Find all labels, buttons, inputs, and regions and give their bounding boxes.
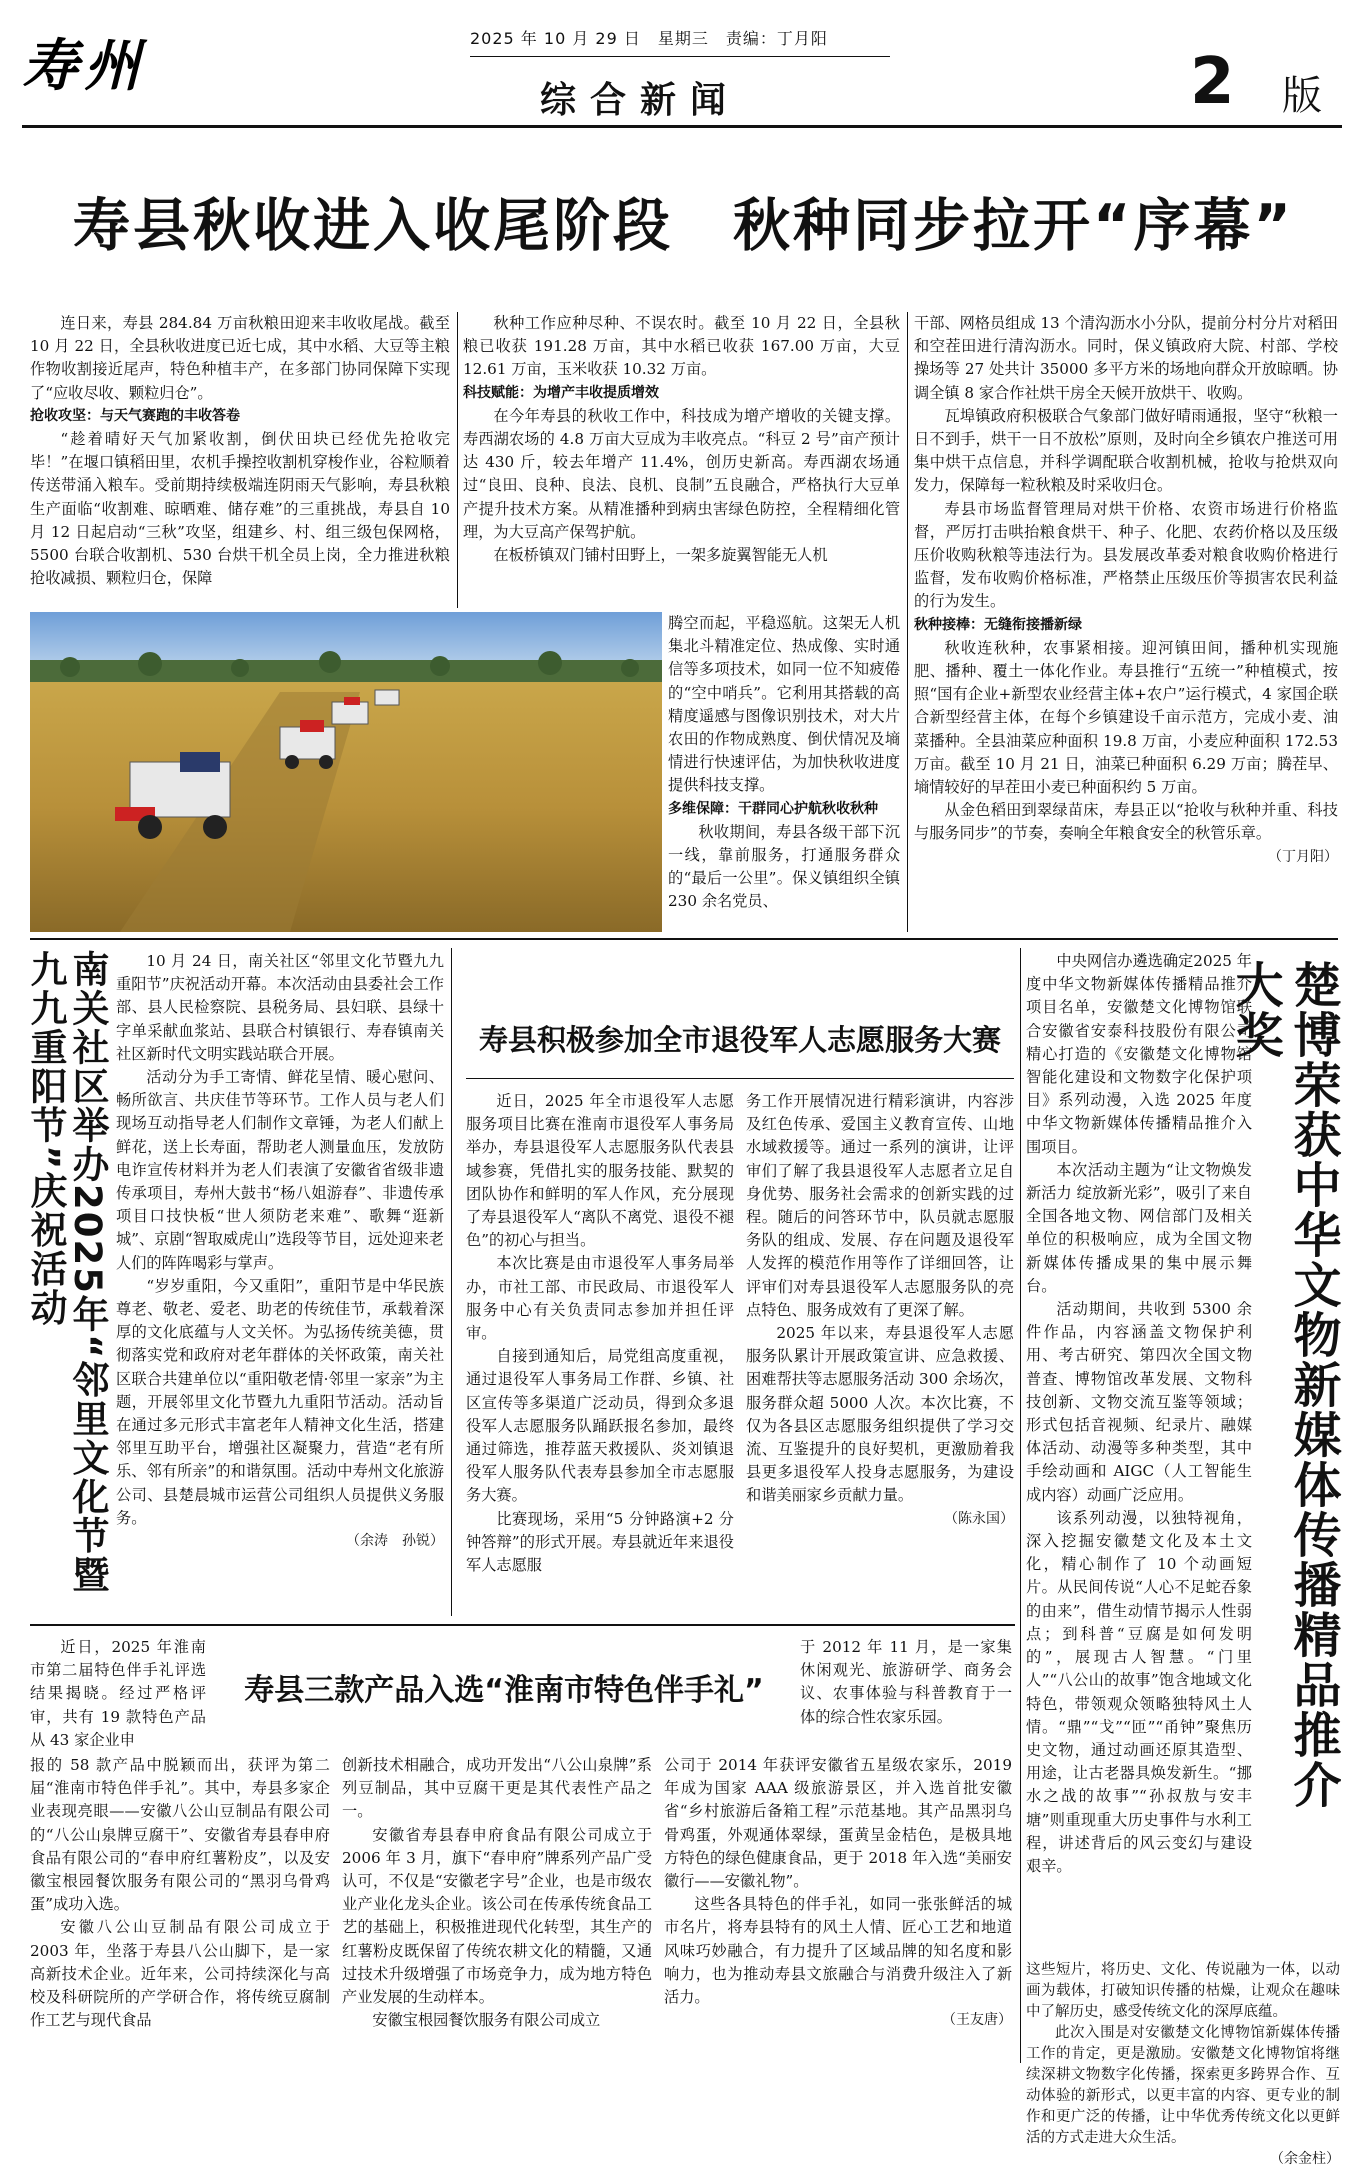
lead-c3-p2: 瓦埠镇政府积极联合气象部门做好晴雨通报，坚守“秋粮一日不到手，烘干一日不放松”原则，及时向全乡镇农户推送可用集中烘干点信息，并科学调配联合收割机械，抢收与抢烘双向发力，保障每一粒秋粮及时采收归仓。 — [914, 406, 1338, 495]
page-unit: 版 — [1282, 73, 1322, 119]
veterans-column-2 — [746, 1090, 1014, 1616]
chubo-p4: 该系列动漫，以独特视角，深入挖掘安徽楚文化及本土文化，精心制作了 10 个动画短片。从民间传说“人心不足蛇吞象的由来”，借生动情节揭示人性弱点；到科普“豆腐是如何发明的”，展现古人智慧。“门里人”“八公山的故事”饱含地域文化特色，带领观众领略独特风土人情。“鼎”“戈”“匝”“甬钟”聚焦历史文物，通过动画还原其造型、用途，让古老器具焕发新生。“挪水之战的故事”“孙叔敖与安丰塘”则重现重大历史事件与水利工程，讲述背后的风云变幻与建设艰辛。 — [1026, 1508, 1252, 1875]
lead-c2-p1: 秋种工作应种尽种、不误农时。截至 10 月 22 日，全县秋粮已收获 191.28 万亩，其中水稻已收获 167.00 万亩，大豆 12.61 万亩，玉米收获 10.32 万亩。 — [463, 314, 900, 379]
lead-c3-p5: 从金色稻田到翠绿苗床，寿县正以“抢收与秋种并重、科技与服务同步”的节奏，奏响全年粮食安全的秋管乐章。 — [914, 801, 1338, 843]
nanguan-p3: “岁岁重阳，今又重阳”，重阳节是中华民族尊老、敬老、爱老、助老的传统佳节，承载着深厚的文化底蕴与人文关怀。为弘扬传统美德，贯彻落实党和政府对老年群体的关怀政策，南关社区联合共建单位以“重阳敬老情·邻里一家亲”为主题，开展邻里文化节暨九九重阳节活动。活动旨在通过多元形式丰富老年人精神文化生活，搭建邻里互助平台，增强社区凝聚力，营造“老有所乐、邻有所亲”的和谐氛围。活动中寿州文化旅游公司、县楚晨城市运营公司组织人员提供义务服务。 — [116, 1276, 444, 1527]
lead-column-3 — [914, 312, 1338, 932]
lead-headline: 寿县秋收进入收尾阶段 秋种同步拉开“序幕” — [73, 193, 1294, 259]
section-name: 综合新闻 — [540, 80, 741, 121]
nanguan-title: 南关社区举办2025年“邻里文化节暨九九重阳节”庆祝活动 — [24, 950, 109, 1595]
products-c2-p3: 安徽宝根园餐饮服务有限公司成立 — [372, 2011, 601, 2030]
products-c3-p2: 公司于 2014 年获评安徽省五星级农家乐，2019 年成为国家 AAA 级旅游景区，并入选首批安徽省“乡村旅游后备箱工程”示范基地。其产品黑羽乌骨鸡蛋，外观通体翠绿，蛋黄呈金桔色，是极具地方特色的绿色健康食品，更于 2018 年入选“美丽安徽行——安徽礼物”。 — [664, 1756, 1012, 1891]
veterans-c1-p2: 本次比赛是由市退役军人事务局举办，市社工部、市民政局、市退役军人服务中心有关负责同志参加并担任评审。 — [466, 1254, 734, 1343]
lead-c1-p1: 连日来，寿县 284.84 万亩秋粮田迎来丰收收尾战。截至 10 月 22 日，全县秋收进度已近七成，其中水稻、大豆等主粮作物收割接近尾声，特色种植丰产，在多部门协同保障下实现了“应收尽收、颗粒归仓”。 — [30, 314, 450, 402]
products-c1-p1: 近日，2025 年淮南市第二届特色伴手礼评选结果揭晓。经过严格评审，共有 19 款特色产品从 43 家企业申 — [30, 1638, 206, 1749]
products-col3-top — [800, 1636, 1012, 1752]
products-byline: （王友唐） — [942, 2012, 1012, 2029]
veterans-byline: （陈永国） — [944, 1510, 1014, 1527]
products-title: 寿县三款产品入选“淮南市特色伴手礼” — [244, 1673, 764, 1708]
products-c1-p3: 安徽八公山豆制品有限公司成立于 2003 年，坐落于寿县八公山脚下，是一家高新技术企业。近年来，公司持续深化与高校及科研院所的产学研合作，将传统豆腐制作工艺与现代食品 — [30, 1918, 330, 2030]
lead-c3-p4: 秋收连秋种，农事紧相接。迎河镇田间，播种机实现施肥、播种、覆土一体化作业。寿县推行“五统一”种植模式，按照“国有企业+新型农业经营主体+农户”运行模式，4 家国企联合新型经营主体，在每个乡镇建设千亩示范方，完成小麦、油菜播种。全县油菜应种面积 19.8 万亩，小麦应种面积 172.53 万亩。截至 10 月 21 日，油菜已种面积 6.29 万亩；腾茬早、墒情较好的早茬田小麦已种面积约 5 万亩。 — [914, 638, 1338, 797]
nanguan-byline: （余涛 孙锐） — [346, 1533, 444, 1550]
lead-c2-p3: 在板桥镇双门铺村田野上，一架多旋翼智能无人机 — [493, 546, 828, 565]
lead-column-2b — [668, 612, 900, 932]
chubo-p1: 中央网信办遴选确定2025 年度中华文物新媒体传播精品推介项目名单，安徽楚文化博物馆联合安徽省安泰科技股份有限公司精心打造的《安徽楚文化博物馆智能化建设和文物数字化保护项目》系列动漫，入选 2025 年度中华文物新媒体传播精品推介入围项目。 — [1026, 952, 1252, 1156]
chubo-top-text — [1026, 950, 1252, 1950]
veterans-c1-p4: 比赛现场，采用“5 分钟路演+2 分钟答辩”的形式开展。寿县就近年来退役军人志愿服 — [466, 1509, 734, 1575]
chubo-p2: 本次活动主题为“让文物焕发新活力 绽放新光彩”，吸引了来自全国各地文物、网信部门及相关单位的积极响应，成为全国文物新媒体传播成果的集中展示舞台。 — [1026, 1160, 1252, 1295]
chubo-p3: 活动期间，共收到 5300 余件作品，内容涵盖文物保护利用、考古研究、第四次全国文物普查、博物馆改革发展、文物科技创新、文物交流互鉴等领域；形式包括音视频、纪录片、融媒体活动、动漫等多种类型，其中手绘动画和 AIGC（人工智能生成内容）动画广泛应用。 — [1026, 1300, 1252, 1504]
masthead-logo: 寿州 — [22, 33, 146, 99]
divider-nanguan — [451, 948, 452, 1616]
lead-col-divider-1 — [457, 312, 458, 608]
products-c1-p2: 报的 58 款产品中脱颖而出，获评为第二届“淮南市特色伴手礼”。其中，寿县多家企业表现亮眼——安徽八公山豆制品有限公司的“八公山泉牌豆腐干”、安徽省寿县春申府食品有限公司的“春申府红薯粉皮”，以及安徽宝根园餐饮服务有限公司的“黑羽乌骨鸡蛋”成功入选。 — [30, 1756, 330, 1914]
products-c3-p1: 于 2012 年 11 月，是一家集休闲观光、旅游研学、商务会议、农事体验与科普教育于一体的综合性农家乐园。 — [800, 1638, 1012, 1726]
products-column-2 — [342, 1754, 652, 2064]
veterans-c2-p1: 务工作开展情况进行精彩演讲，内容涉及红色传承、爱国主义教育宣传、山地水域救援等。通过一系列的演讲，让评审们了解了我县退役军人志愿者立足自身优势、服务社会需求的创新实践的过程。随后的问答环节中，队员就志愿服务队的组成、发展、存在问题及退役军人发挥的模范作用等作了详细回答，让评审们对寿县退役军人志愿服务队的亮点特色、服务成效有了更深了解。 — [746, 1092, 1014, 1319]
veterans-c1-p3: 自接到通知后，局党组高度重视，通过退役军人事务局工作群、乡镇、社区宣传等多渠道广泛动员，得到众多退役军人志愿服务队踊跃报名参加，最终通过筛选，推荐蓝天救援队、炎刘镇退役军人服务队代表寿县参加全市志愿服务大赛。 — [466, 1347, 734, 1505]
lead-c2b-p2: 秋收期间，寿县各级干部下沉一线，靠前服务，打通服务群众的“最后一公里”。保义镇组织全镇230 余名党员、 — [668, 822, 900, 911]
veterans-c2-p2: 2025 年以来，寿县退役军人志愿服务队累计开展政策宣讲、应急救援、困难帮扶等志愿服务活动 300 余场次，服务群众超 5000 人次。本次比赛，不仅为各县区志愿服务组织提供了学习交流、互鉴提升的良好契机，更激励着我县更多退役军人投身志愿服务，为建设和谐美丽家乡贡献力量。 — [746, 1324, 1014, 1505]
lead-c1-subhead: 抢收攻坚：与天气赛跑的丰收答卷 — [30, 407, 240, 424]
nanguan-p2: 活动分为手工寄情、鲜花呈情、暖心慰问、畅所欲言、共庆佳节等环节。工作人员与老人们现场互动指导老人们制作文章锤，为老人们献上鲜花，送上长寿面，帮助老人测量血压，发放防电诈宣传材料并为老人们表演了安徽省省级非遗传承项目，寿州大鼓书“杨八姐游春”、非遗传承项目口技快板“世人须防老来难”、歌舞“逛新城”、京剧“智取威虎山”选段等节目，远处迎来老人们的阵阵喝彩与掌声。 — [116, 1068, 444, 1272]
lead-c2-subhead: 科技赋能：为增产丰收提质增效 — [463, 384, 659, 401]
products-c2-p2: 安徽省寿县春申府食品有限公司成立于 2006 年 3 月，旗下“春申府”牌系列产品广受认可，不仅是“安徽老字号”企业，也是市级农业产业化龙头企业。该公司在传承传统食品工艺的基础上，积极推进现代化转型，其生产的红薯粉皮既保留了传统农耕文化的精髓，又通过技术升级增强了市场竞争力，成为地方特色产业发展的生动样本。 — [342, 1825, 652, 2007]
page-number: 2 — [1190, 45, 1235, 119]
veterans-title-rule — [466, 1078, 1014, 1079]
products-column-3 — [664, 1754, 1012, 2064]
products-col1-top — [30, 1636, 206, 1752]
lead-c1-p2: “趁着晴好天气加紧收割，倒伏田块已经优先抢收完毕！”在堰口镇稻田里，农机手操控收割机穿梭作业，谷粒顺着传送带涌入粮车。受前期持续极端连阴雨天气影响，寿县秋粮生产面临“收割难、晾晒难、储存难”的三重挑战，寿县自 10 月 12 日起启动“三秋”攻坚，组建乡、村、组三级包保网格，5500 台联合收割机、530 台烘干机全员上岗，全力推进秋粮抢收减损、颗粒归仓，保障 — [30, 430, 450, 588]
lead-c2b-subhead: 多维保障：干群同心护航秋收秋种 — [668, 800, 878, 817]
lead-c3-subhead: 秋种接棒：无缝衔接播新绿 — [914, 616, 1082, 633]
harvest-illustration — [30, 612, 662, 932]
veterans-c1-p1: 近日，2025 年全市退役军人志愿服务项目比赛在淮南市退役军人事务局举办，寿县退役军人志愿服务队代表县域参赛，凭借扎实的服务技能、默契的团队协作和鲜明的军人作风，充分展现了寿县退役军人“离队不离党、退役不褪色”的初心与担当。 — [466, 1092, 734, 1250]
masthead-bottom-rule — [22, 125, 1342, 128]
lead-col-divider-2 — [907, 312, 908, 932]
harvest-photo — [30, 612, 662, 932]
veterans-title: 寿县积极参加全市退役军人志愿服务大赛 — [478, 1023, 1001, 1057]
chubo-title: 楚博荣获中华文物新媒体传播精品推介大奖 — [1227, 960, 1341, 1810]
chubo-p5: 这些短片，将历史、文化、传说融为一体，以动画为载体，打破知识传播的枯燥，让观众在趣味中了解历史，感受传统文化的深厚底蕴。 — [1026, 1962, 1340, 2020]
products-column-1 — [30, 1754, 330, 2064]
products-c3-p3: 这些各具特色的伴手礼，如同一张张鲜活的城市名片，将寿县特有的风土人情、匠心工艺和地道风味巧妙融合，有力提升了区域品牌的知名度和影响力，也为推动寿县文旅融合与消费升级注入了新活力。 — [664, 1895, 1012, 2007]
lead-c3-p1: 干部、网格员组成 13 个清沟沥水小分队，提前分村分片对稻田和空茬田进行清沟沥水。同时，保义镇政府大院、村部、学校操场等 27 处共计 35000 多平方米的场地向群众开放晾晒。协调全镇 8 家合作社烘干房全天候开放烘干、收购。 — [914, 314, 1338, 402]
lead-byline: （丁月阳） — [1268, 848, 1338, 865]
masthead-date-line: 2025 年 10 月 29 日 星期三 责编：丁月阳 — [470, 29, 828, 48]
harvester-4 — [375, 690, 399, 705]
lead-column-2a — [463, 312, 900, 610]
lead-bottom-rule — [30, 938, 1338, 940]
masthead-rule — [470, 56, 890, 57]
chubo-bottom-text — [1026, 1960, 1340, 2167]
nanguan-p1: 10 月 24 日，南关社区“邻里文化节暨九九重阳节”庆祝活动开幕。本次活动由县委社会工作部、县人民检察院、县税务局、县妇联、县绿十字单采献血浆站、县联合村镇银行、寿春镇南关社区新时代文明实践站联合开展。 — [116, 952, 444, 1063]
lead-column-1 — [30, 312, 450, 610]
products-top-rule — [30, 1624, 1015, 1626]
products-c2-p1: 创新技术相融合，成功开发出“八公山泉牌”系列豆制品，其中豆腐干更是其代表性产品之一。 — [342, 1756, 652, 1821]
divider-veterans — [1020, 948, 1021, 2063]
nanguan-body — [116, 950, 444, 1615]
chubo-byline: （余金柱） — [1270, 2151, 1340, 2167]
lead-c2b-p1: 腾空而起，平稳巡航。这架无人机集北斗精准定位、热成像、实时通信等多项技术，如同一位不知疲倦的“空中哨兵”。它利用其搭载的高精度遥感与图像识别技术，对大片农田的作物成熟度、倒伏情况及墒情进行快速评估，为加快秋收进度提供科技支撑。 — [668, 614, 900, 795]
lead-c3-p3: 寿县市场监督管理局对烘干价格、农资市场进行价格监督，严厉打击哄抬粮食烘干、种子、化肥、农药价格以及压级压价收购秋粮等违法行为。县发展改革委对粮食收购价格进行监督，发布收购价格标准，严格禁止压级压价等损害农民利益的行为发生。 — [914, 499, 1338, 611]
veterans-column-1 — [466, 1090, 734, 1616]
lead-c2-p2: 在今年寿县的秋收工作中，科技成为增产增收的关键支撑。寿西湖农场的 4.8 万亩大豆成为丰收亮点。“科豆 2 号”亩产预计达 430 斤，较去年增产 11.4%，创历史新高。寿西湖农场通过“良田、良种、良法、良机、良制”五良融合，严格执行大豆单产提升技术方案。从精准播种到病虫害绿色防控，全程精细化管理，为大豆高产保驾护航。 — [463, 406, 900, 541]
chubo-p6: 此次入围是对安徽楚文化博物馆新媒体传播工作的肯定，更是激励。安徽楚文化博物馆将继续深耕文物数字化传播，探索更多跨界合作、互动体验的新形式，以更丰富的内容、更专业的制作和更广泛的传播，让中华优秀传统文化以更鲜活的方式走进大众生活。 — [1026, 2025, 1340, 2146]
